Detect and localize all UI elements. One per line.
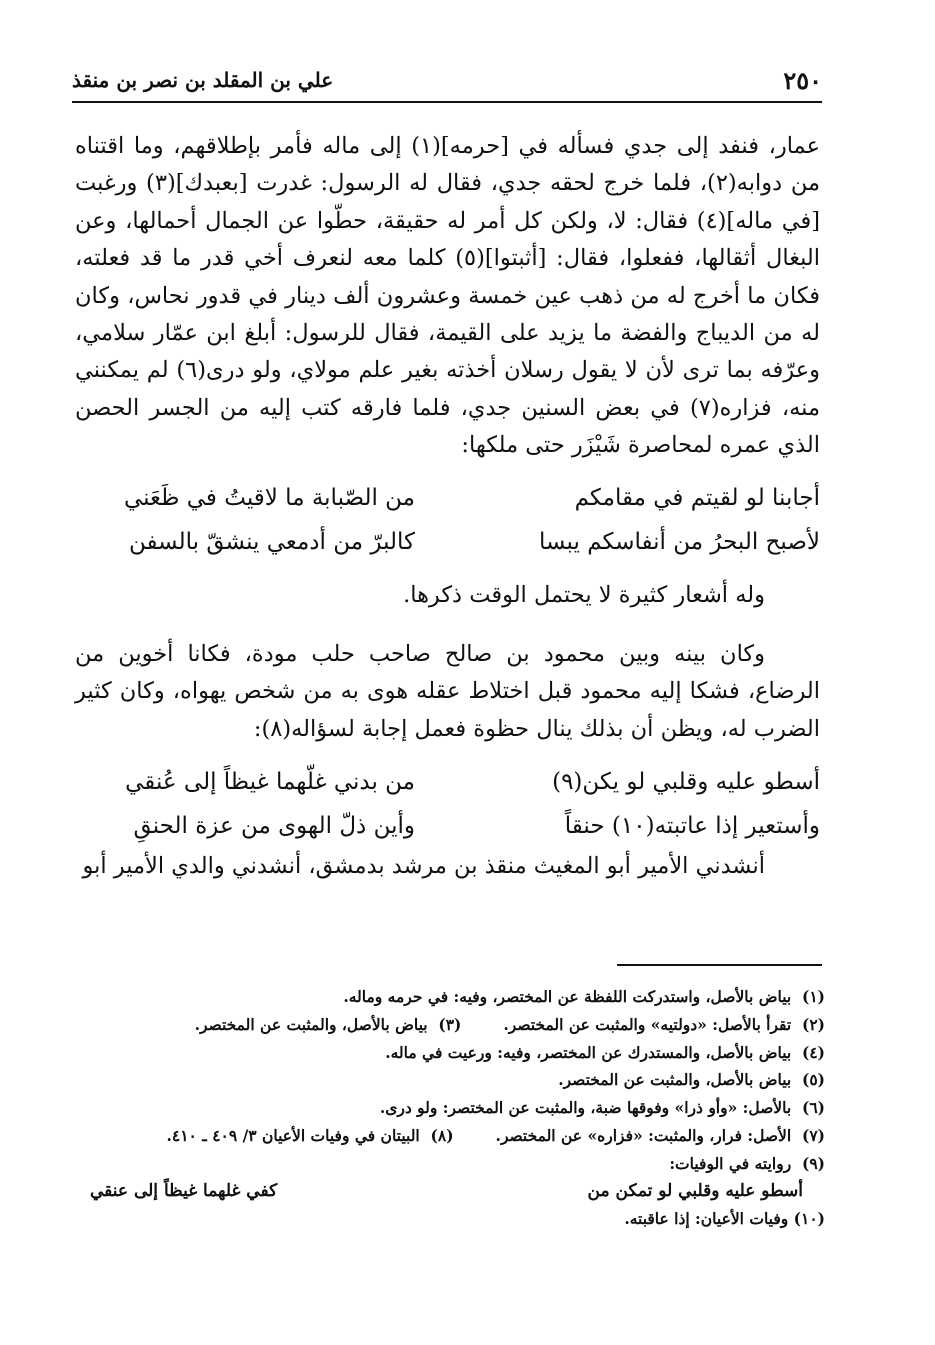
footnote-number: (٤) <box>801 1042 825 1062</box>
footnote <box>90 1094 825 1122</box>
footnote-text: بياض بالأصل، والمثبت عن المختصر. <box>194 1014 428 1034</box>
footnote-number: (٢) <box>801 1014 825 1034</box>
footnote-rule <box>617 964 822 966</box>
page-header <box>72 62 822 98</box>
verse-second-hemistich: كفي غلهما غيظاً إلى عنقي <box>90 1180 278 1201</box>
footnote-number: (٨) <box>430 1125 454 1145</box>
footnote-pair <box>90 1011 825 1039</box>
footnote-number: (٥) <box>801 1070 825 1090</box>
paragraph-4: أنشدني الأمير أبو المغيث منقذ بن مرشد بدمشق، أنشدني والدي الأمير أبو <box>82 853 765 880</box>
poem-verse <box>75 760 820 804</box>
running-title: علي بن المقلد بن نصر بن منقذ <box>72 68 334 92</box>
footnote-text: بالأصل: «وأو ذرا» وفوقها ضبة، والمثبت عن المختصر: ولو درى. <box>379 1098 792 1118</box>
footnote-text: الأصل: فرار، والمثبت: «فزاره» عن المختصر. <box>495 1125 792 1145</box>
verse-second-hemistich: من الصّبابة ما لاقيتُ في ظَعَني <box>123 484 415 511</box>
verse-second-hemistich: وأين ذلّ الهوى من عزة الحنقِ <box>133 812 415 839</box>
footnote <box>195 1011 462 1039</box>
footnote-text: بياض بالأصل، والمثبت عن المختصر. <box>558 1070 792 1090</box>
footnote <box>90 1205 825 1233</box>
footnote-pair <box>90 1122 825 1150</box>
verse-second-hemistich: من بدني غلّهما غيظاً إلى عُنقي <box>125 768 415 795</box>
footnote <box>90 1039 825 1067</box>
footnote-number: (١٠) <box>793 1209 825 1229</box>
verse-first-hemistich: وأستعير إذا عاتبته(١٠) حنقاً <box>564 812 820 839</box>
footnote <box>166 1122 453 1150</box>
verse-first-hemistich: أسطو عليه وقلبي لو تمكن من <box>587 1180 803 1201</box>
verse-first-hemistich: أسطو عليه وقلبي لو يكن(٩) <box>552 768 820 795</box>
paragraph-2: وله أشعار كثيرة لا يحتمل الوقت ذكرها. <box>403 581 765 608</box>
footnote <box>503 1011 825 1039</box>
header-rule <box>72 101 822 103</box>
page-number: ٢٥٠ <box>783 65 822 95</box>
footnote-text: تقرأ بالأصل: «دولتيه» والمثبت عن المختصر. <box>503 1014 792 1034</box>
poem-2 <box>75 760 820 848</box>
footnote-verse <box>90 1178 825 1206</box>
paragraph-1: عمار، فنفد إلى جدي فسأله في [حرمه](١) إلى ماله فأمر بإطلاقهم، وما اقتناه من دوابه(٢)، فلما خرج لحقه جدي، فقال له الرسول: غدرت [بعبدك](٣) ورغبت [في ماله](٤) فقال: لا، ولكن كل أمر له حقيقة، حطّوا عن الجمال أحمالها، وعن البغال أثقالها، ففعلوا، فقال: [أثبتوا](٥) كلما معه لنعرف أخي قدر ما قد فعلته، فكان ما أخرج له من ذهب عين خمسة وعشرون ألف دينار في قدور نحاس، وكان له من الديباج والفضة ما يزيد على القيمة، فقال للرسول: أبلغ ابن عمّار سلامي، وعرّفه بما ترى لأن لا يقول رسلان أخذته بغير علم مولاي، ولو درى(٦) لم يمكنني منه، فزاره(٧) في بعض السنين جدي، فلما فارقه كتب إليه من الجسر الحصن الذي عمره لمحاصرة شَيْزَر حتى ملكها: <box>75 133 821 459</box>
footnote-number: (٦) <box>801 1098 825 1118</box>
footnote-number: (١) <box>801 987 825 1006</box>
verse-first-hemistich: أجابنا لو لقيتم في مقامكم <box>574 484 820 511</box>
footnote <box>496 1122 825 1150</box>
poem-verse <box>75 521 820 565</box>
footnote <box>90 983 825 1011</box>
main-text <box>75 128 820 886</box>
paragraph-3: وكان بينه وبين محمود بن صالح صاحب حلب مودة، فكانا أخوين من الرضاع، فشكا إليه محمود قبل اختلاط عقله هوى به من شخص يهواه، وكان كثير الضرب له، ويظن أن بذلك ينال حظوة فعمل إجابة لسؤاله(٨): <box>75 641 820 742</box>
footnote-text: بياض بالأصل، واستدركت اللفظة عن المختصر، وفيه: في حرمه وماله. <box>343 987 792 1006</box>
footnote <box>90 1066 825 1094</box>
footnote-number: (٣) <box>438 1014 462 1034</box>
footnote-number: (٧) <box>801 1125 825 1145</box>
footnote-text: وفيات الأعيان: إذا عاقبته. <box>624 1209 789 1229</box>
footnote <box>90 1150 825 1178</box>
verse-second-hemistich: كالبرّ من أدمعي ينشقّ بالسفن <box>128 528 415 555</box>
footnotes <box>90 983 825 1233</box>
footnote-number: (٩) <box>801 1153 825 1173</box>
poem-verse <box>75 804 820 848</box>
footnote-text: روايته في الوفيات: <box>669 1153 792 1173</box>
footnote-text: بياض بالأصل، والمستدرك عن المختصر، وفيه: ورعيت في ماله. <box>385 1042 792 1062</box>
poem-1 <box>75 477 820 565</box>
poem-verse <box>75 477 820 521</box>
verse-first-hemistich: لأصبح البحرُ من أنفاسكم يبسا <box>539 528 820 555</box>
footnote-text: البيتان في وفيات الأعيان ٣/ ٤٠٩ ـ ٤١٠. <box>166 1125 420 1145</box>
